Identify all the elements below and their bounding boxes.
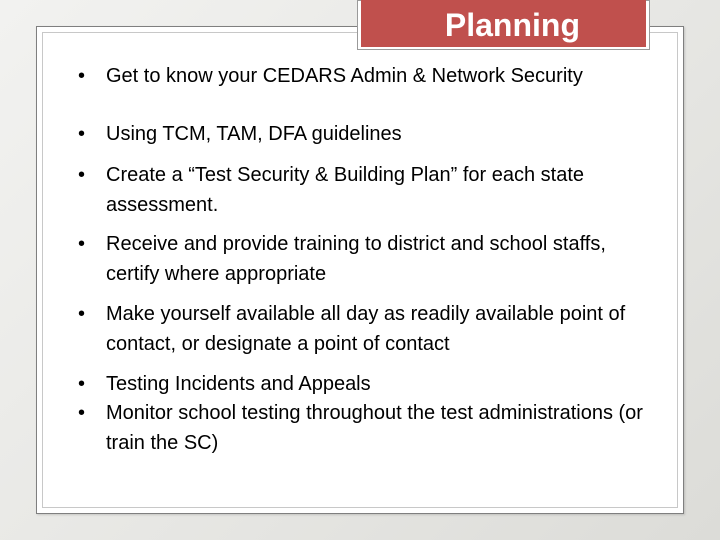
bullet-text: Get to know your CEDARS Admin & Network Security [106,65,583,87]
bullet-icon: • [78,164,86,186]
bullet-item [78,62,648,92]
bullet-item [78,230,648,289]
slide-title: Planning [361,0,646,47]
bullet-text: Monitor school testing throughout the test administrations (or train the SC) [106,402,643,454]
bullet-text: Create a “Test Security & Building Plan” for each state assessment. [106,164,585,216]
bullet-text: Make yourself available all day as readily available point of contact, or designate a point of contact [106,303,626,355]
bullet-icon: • [78,233,86,255]
bullet-item [78,300,648,359]
bullet-text: Using TCM, TAM, DFA guidelines [106,123,402,145]
bullet-text: Receive and provide training to district and school staffs, certify where appropriate [106,233,606,285]
bullet-icon: • [78,303,86,325]
bullet-icon: • [78,123,86,145]
bullet-text: Testing Incidents and Appeals [106,373,371,395]
bullet-item [78,120,648,150]
bullet-icon: • [78,65,86,87]
bullet-icon: • [78,373,86,395]
bullet-icon: • [78,402,86,424]
bullet-item [78,161,648,220]
bullet-item [78,399,648,458]
title-frame [357,0,650,50]
bullet-item [78,370,648,400]
